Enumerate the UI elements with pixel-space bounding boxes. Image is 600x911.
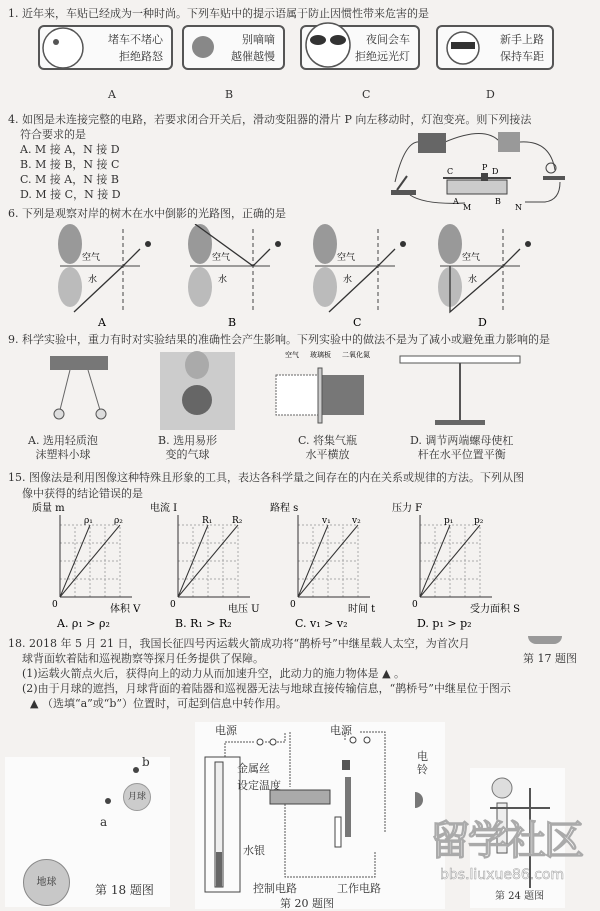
sticker-text: 新手上路 (500, 33, 544, 46)
line-1-label: R₁ (202, 516, 213, 526)
control-circuit-label: 控制电路 (253, 882, 297, 895)
sticker-text: 堵车不堵心 (108, 33, 163, 46)
q9-option-c (298, 434, 357, 462)
work-circuit-label: 工作电路 (337, 882, 381, 895)
option-text: A. 选用轻质泡 (28, 434, 98, 447)
ray-diagram-b (188, 224, 281, 329)
tree-icon (58, 224, 82, 264)
option-text: 沫塑料小球 (35, 448, 91, 461)
label-b: b (142, 755, 150, 769)
foam-block (50, 356, 108, 370)
graph-d (392, 501, 520, 630)
line-2-label: ρ₂ (114, 516, 123, 526)
wire-m: M (463, 203, 472, 212)
graph-c (270, 501, 375, 630)
tree-reflection-icon (58, 267, 82, 307)
q18-part2: ▲ （选填“a”或“b”）位置时，可起到信息中转作用。 (30, 697, 288, 710)
option-label: D. p₁ > p₂ (417, 617, 472, 630)
label-air: 空气 (337, 253, 356, 263)
sticker-text: 保持车距 (500, 50, 544, 63)
fig20-caption: 第 20 题图 (280, 897, 334, 910)
moon: 月球 (123, 783, 151, 811)
wire-n: N (515, 203, 522, 212)
q4-option-b: B. M 接 B，N 接 C (20, 158, 120, 171)
option-text: 杆在水平位置平衡 (417, 448, 506, 461)
earth: 地球 (23, 859, 70, 906)
q6-ray-diagrams (0, 224, 600, 330)
q18-part2: (2)由于月球的遮挡，月球背面的着陆器和巡视器无法与地球直接传输信息，“鹊桥号”中继星位于图示 (22, 682, 511, 695)
option-label: C. v₁ > v₂ (295, 617, 348, 630)
x-axis-label: 电压 U (228, 604, 260, 615)
tree-reflection-icon (313, 267, 337, 307)
label-water: 水 (468, 275, 478, 285)
q15-stem: 像中获得的结论错误的是 (22, 487, 143, 500)
fig18 (5, 757, 170, 907)
origin-label: 0 (290, 600, 296, 610)
sticker-text: 拒绝远光灯 (355, 50, 410, 63)
cartoon-faces (38, 20, 598, 80)
label-water: 水 (218, 275, 228, 285)
label-air: 空气 (212, 253, 231, 263)
ray-diagram-d (438, 224, 531, 329)
y-axis-label: 压力 F (392, 503, 423, 514)
sticker-text: 夜间会车 (366, 33, 410, 46)
terminal-a: A (453, 197, 459, 206)
q9-stem: 9. 科学实验中，重力有时对实验结果的准确性会产生影响。下列实验中的做法不是为了减小或避免重力影响的是 (8, 333, 550, 346)
q9-figures (0, 350, 600, 430)
eye-icon (275, 241, 281, 247)
q18-part1: (1)运载火箭点火后，获得向上的动力从而加速升空，此动力的施力物体是 ▲ 。 (22, 667, 406, 680)
option-text: 变的气球 (165, 448, 210, 461)
mercury-label: 水银 (243, 844, 265, 857)
wire-label: 金属丝 (237, 762, 270, 775)
sticker-text: 拒绝路怒 (119, 50, 163, 63)
q4-option-c: C. M 接 A，N 接 B (20, 173, 119, 186)
terminal-d: D (492, 167, 499, 176)
option-label: A (108, 88, 116, 101)
watermark-url: bbs.liuxue86.com (440, 867, 565, 883)
q18-stem: 18. 2018 年 5 月 21 日，我国长征四号丙运载火箭成功将“鹊桥号”中继星载人太空，为首次月 (8, 637, 470, 650)
q9-option-d (410, 434, 513, 462)
watermark-logo: 留学社区 (430, 817, 582, 864)
slider-p: P (482, 163, 488, 172)
line-1-label: v₁ (322, 516, 331, 526)
fig20 (195, 722, 445, 909)
eye-icon (400, 241, 406, 247)
ray-diagram-c (313, 224, 406, 329)
option-label: C (362, 88, 371, 101)
temp-label: 设定温度 (237, 779, 281, 792)
q15-graphs (0, 501, 600, 633)
eye-icon (525, 241, 531, 247)
q18-stem: 球背面软着陆和巡视勘察等探月任务提供了保障。 (22, 652, 264, 665)
label-air: 空气 (285, 351, 299, 359)
q9-option-b (158, 434, 217, 462)
q1-stem: 1. 近年来，车贴已经成为一种时尚。下列车贴中的提示语属于防止因惯性带来危害的是 (8, 7, 429, 20)
option-text: D. 调节两端螺母使杠 (410, 434, 514, 447)
tree-icon (313, 224, 337, 264)
origin-label: 0 (412, 600, 418, 610)
line-1-label: p₁ (444, 516, 454, 526)
line-2-label: p₂ (474, 516, 484, 526)
sticker-text: 越催越慢 (231, 50, 275, 63)
option-label: C (353, 316, 362, 329)
option-label: D (486, 88, 495, 101)
fig17-partial (528, 636, 562, 644)
terminal-c: C (447, 167, 454, 176)
power-label: 电源 (330, 724, 352, 737)
label-a: a (100, 815, 108, 829)
q4-circuit-figure (385, 130, 565, 215)
option-label: B. R₁ > R₂ (175, 617, 232, 630)
option-text: C. 将集气瓶 (298, 434, 358, 447)
fig24-caption: 第 24 题图 (495, 891, 545, 902)
label-air: 空气 (82, 253, 101, 263)
sticker-text: 别嘀嘀 (242, 33, 275, 46)
option-text: B. 选用易形 (158, 434, 218, 447)
terminal-b: B (495, 197, 501, 206)
point-b (133, 767, 139, 773)
fig17-caption: 第 17 题图 (523, 652, 577, 665)
bell-label: 电铃 (417, 750, 428, 776)
x-axis-label: 体积 V (110, 604, 141, 615)
line-2-label: v₂ (352, 516, 361, 526)
q4-stem: 符合要求的是 (20, 128, 86, 141)
option-label: D (478, 316, 487, 329)
option-label: B (225, 88, 234, 101)
graph-a (32, 501, 141, 630)
q4-stem: 4. 如图是未连接完整的电路，若要求闭合开关后，滑动变阻器的滑片 P 向左移动时，灯泡变亮。则下列接法 (8, 113, 532, 126)
option-text: 水平横放 (305, 448, 350, 461)
line-1-label: ρ₁ (84, 516, 93, 526)
y-axis-label: 质量 m (32, 503, 65, 514)
option-label: A (98, 316, 106, 329)
tree-icon (188, 224, 212, 264)
line-2-label: R₂ (232, 516, 243, 526)
ray-diagram-a (58, 224, 151, 329)
x-axis-label: 受力面积 S (470, 604, 521, 615)
tree-icon (438, 224, 462, 264)
origin-label: 0 (170, 600, 176, 610)
power-label: 电源 (215, 724, 237, 737)
label-gas: 二氧化氮 (342, 351, 370, 359)
label-water: 水 (88, 275, 98, 285)
q9-option-a (28, 434, 98, 462)
y-axis-label: 电流 I (150, 503, 178, 514)
eye-icon (145, 241, 151, 247)
label-air: 空气 (462, 253, 481, 263)
fig18-caption: 第 18 题图 (95, 883, 154, 897)
q4-option-a: A. M 接 A，N 接 D (20, 143, 120, 156)
origin-label: 0 (52, 600, 58, 610)
q6-stem: 6. 下列是观察对岸的树木在水中倒影的光路图，正确的是 (8, 207, 286, 220)
graph-b (150, 501, 260, 630)
label-water: 水 (343, 275, 353, 285)
x-axis-label: 时间 t (348, 604, 376, 615)
option-label: A. ρ₁ > ρ₂ (57, 617, 110, 630)
label-glass: 玻璃板 (310, 351, 331, 359)
y-axis-label: 路程 s (270, 503, 299, 514)
q4-option-d: D. M 接 C，N 接 D (20, 188, 121, 201)
tree-reflection-icon (188, 267, 212, 307)
option-label: B (228, 316, 237, 329)
q15-stem: 15. 图像法是利用图像这种特殊且形象的工具，表达各科学量之间存在的内在关系或规律的方法。下列从图 (8, 471, 524, 484)
point-a (105, 798, 111, 804)
